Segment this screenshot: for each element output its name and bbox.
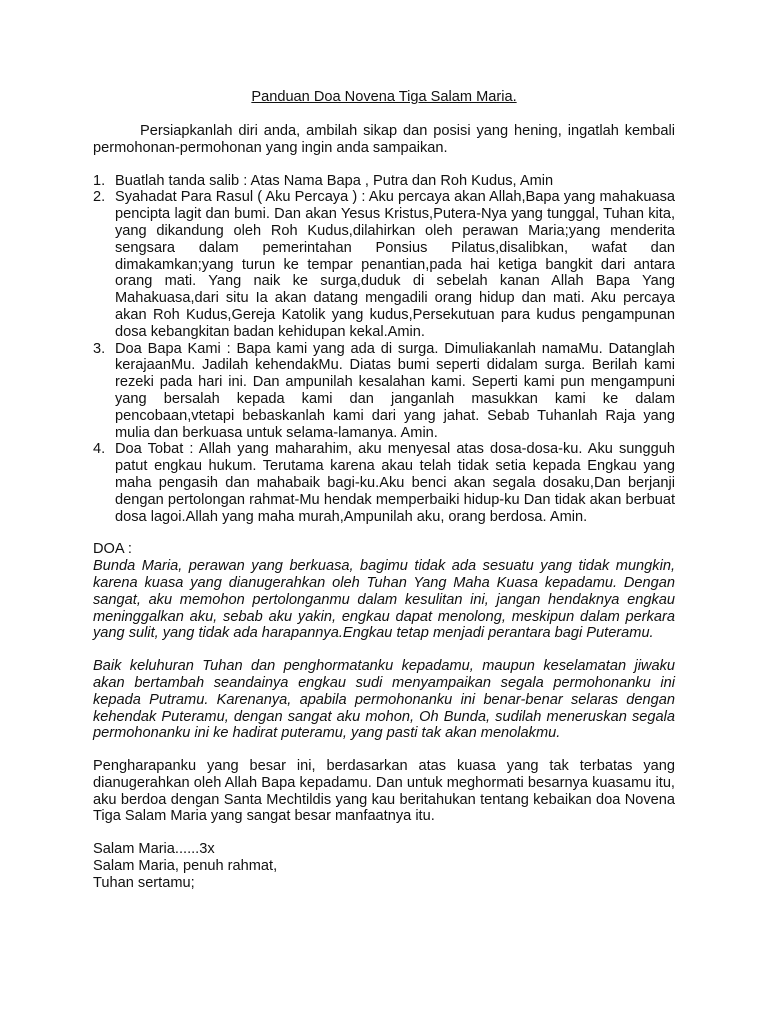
list-item-number: 3.: [93, 340, 106, 357]
list-item: [93, 189, 675, 340]
list-item-text: Syahadat Para Rasul ( Aku Percaya ) : Aku percaya akan Allah,Bapa yang mahakuasa pencipta lagit dan bumi. Dan akan Yesus Kristus,Putera-Nya yang tunggal, Tuhan kita, yang dikandung oleh Roh Kudus,dilahirkan oleh perawan Maria;yang menderita sengsara dalam pemerintahan Ponsius Pilatus,disalibkan, wafat dan dimakamkan;yang turun ke tempar penantian,pada hai ketiga bangkit dari antara orang mati. Yang naik ke surga,duduk di sebelah kanan Allah Bapa Yang Mahakuasa,dari situ Ia akan datang mengadili orang hidup dan mati. Aku percaya akan Roh Kudus,Gereja Katolik yang kudus,Persekutuan para kudus pengampunan dosa kebangkitan badan kehidupan kekal.Amin.: [115, 189, 675, 340]
closing-paragraph: Pengharapanku yang besar ini, berdasarkan atas kuasa yang tak terbatas yang dianugerahkan oleh Allah Bapa kepadamu. Dan untuk meghormati besarnya kuasamu itu, aku berdoa dengan Santa Mechtildis yang kau beritahukan tentang kebaikan doa Novena Tiga Salam Maria yang sangat besar manfaatnya itu.: [93, 758, 675, 825]
intro-paragraph: Persiapkanlah diri anda, ambilah sikap dan posisi yang hening, ingatlah kembali permohonan-permohonan yang ingin anda sampaikan.: [93, 123, 675, 156]
final-line: Tuhan sertamu;: [93, 874, 195, 891]
final-line: Salam Maria......3x: [93, 841, 215, 858]
list-item-number: 1.: [93, 172, 106, 189]
list-item-number: 4.: [93, 441, 106, 458]
doa-paragraph: Bunda Maria, perawan yang berkuasa, bagimu tidak ada sesuatu yang tidak mungkin, karena kuasa yang dianugerahkan oleh Tuhan Yang Maha Kuasa kepadamu. Dengan sangat, aku memohon pertolonganmu dalam kesulitan ini, jangan hendaknya engkau meninggalkan aku, sebab aku yakin, engkau dapat menolong, meskipun dalam perkara yang sulit, yang tidak ada harapannya.Engkau tetap menjadi perantara bagi Puteramu.: [93, 558, 675, 642]
list-item-text: Buatlah tanda salib : Atas Nama Bapa , Putra dan Roh Kudus, Amin: [115, 172, 554, 189]
list-item-text: Doa Bapa Kami : Bapa kami yang ada di surga. Dimuliakanlah namaMu. Datanglah kerajaanMu. Jadilah kehendakMu. Diatas bumi seperti didalam surga. Berilah kami rezeki pada hari ini. Dan ampunilah kesalahan kami. Seperti kami pun mengampuni yang bersalah kepada kami dan janganlah masukkan kami ke dalam pencobaan,vtetapi bebaskanlah kami dari yang jahat. Sebab Tuhanlah Raja yang mulia dan berkuasa untuk selama-lamanya. Amin.: [115, 340, 675, 441]
prayer-steps-list: [93, 173, 675, 526]
list-item: [93, 173, 675, 190]
document-title: Panduan Doa Novena Tiga Salam Maria.: [251, 89, 517, 105]
final-line: Salam Maria, penuh rahmat,: [93, 858, 278, 875]
list-item: [93, 441, 675, 525]
list-item: [93, 341, 675, 442]
doa-heading: DOA :: [93, 541, 132, 558]
list-item-text: Doa Tobat : Allah yang maharahim, aku menyesal atas dosa-dosa-ku. Aku sungguh patut engkau hukum. Terutama karena akau telah tidak setia kepada Engkau yang maha pengasih dan mahabaik bagi-ku.Aku benci akan segala dosaku,Dan berjanji dengan pertolongan rahmat-Mu hendak memperbaiki hidup-ku Dan tidak akan berbuat dosa lagoi.Allah yang maha murah,Ampunilah aku, orang berdosa. Amin.: [115, 441, 675, 525]
doa-paragraph: Baik keluhuran Tuhan dan penghormatanku kepadamu, maupun keselamatan jiwaku akan bertambah seandainya engkau sudi menyampaikan segala permohonanku ini kepada Putramu. Karenanya, apabila permohonanku ini benar-benar selaras dengan kehendak Puteramu, dengan sangat aku mohon, Oh Bunda, sudilah meneruskan segala permohonanku ini ke hadirat puteramu, yang pasti tak akan menolakmu.: [93, 658, 675, 742]
document-body: [93, 123, 675, 892]
list-item-number: 2.: [93, 189, 106, 206]
